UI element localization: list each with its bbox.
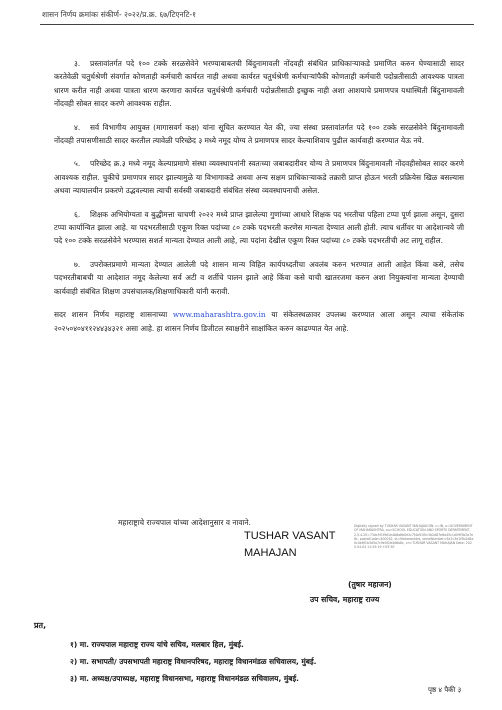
page-header: शासन निर्णय क्रमांकः संकीर्ण- २०२२/प्र.क्र. ६७/टिएनटि-१ (42, 10, 197, 19)
copy-to-label: प्रत, (34, 621, 47, 630)
digital-signature-details: Digitally signed by TUSHAR VASANT MAHAJAN DN: c=IN, o=GOVERNMENT OF MAHARASHTRA, ou=SCHOOL EDUCATION AND SPORTS DEPARTMENT, 2.5.4.20=73dc5f1f9d1e4b8a6b0e2c7f4a91f0c3b2d87e6a45c1d09f3b2a7e8c, postalCode=400032, st=Maharashtra, serialNumber=9a7c3e1f5b2d8a0c4e6f1b3d5a7c9e0f2b4d6a8c, cn=TUSHAR VASANT MAHAJAN Date: 2025.04.04 11:35:19 +05'30' (354, 524, 474, 550)
header-divider (40, 24, 474, 25)
recipient-list (70, 636, 490, 687)
closing-text-start: सदर शासन निर्णय महाराष्ट्र शासनाच्या (54, 310, 173, 320)
paragraph-7 (54, 258, 464, 298)
signatory-name: (तुषार महाजन) (348, 580, 392, 589)
paragraph-number: ६. (74, 209, 81, 219)
paragraph-number: ५. (74, 159, 81, 169)
paragraph-3 (54, 57, 464, 111)
paragraph-text: उपरोक्तप्रमाणे मान्यता देण्यात आलेली पदे शासन मान्य विहित कार्यपध्दतीचा अवलंब करुन भरण्यात आली आहेत किंवा कसे, तसेच पदभरतीबाबची या आदेशात नमूद केलेल्या सर्व अटी व शर्तीचे पालन झाले आहे किंवा कसे याची खातरजमा करुन अशा नियुक्त्यांना मान्यता देण्याची कार्यवाही संबंधित शिक्षण उपसंचालक/शिक्षणाधिकारी यांनी करावी. (54, 259, 464, 296)
page-number: पृष्ठ ४ पैकी ३ (428, 686, 462, 694)
paragraph-text: सर्व विभागीय आयुक्त (मागासवर्ग कक्ष) यांना सूचित करण्यात येत की, ज्या संस्था प्रस्तावांतर्गत पदे १०० टक्के सरळसेवेने बिंदुनामावली नोंदवही तपासणीसाठी सादर करतील त्यावेळी परिच्छेद ३ मध्ये नमूद योग्य ते प्रमाणपत्र सादर केल्याशिवाय पुढील कार्यवाही करण्यात येऊ नये. (54, 122, 464, 146)
recipient-item: १) मा. राज्यपाल महाराष्ट्र राज्य यांचे सचिव, मलबार हिल, मुंबई. (70, 640, 244, 649)
signature-name-line2: MAHAJAN (244, 547, 297, 559)
paragraph-text: शिक्षक अभियोग्यता व बुद्धीमत्ता चाचणी २०२२ मध्ये प्राप्त झालेल्या गुणांच्या आधारे शिक्षक पद भरतीचा पहिला टप्पा पूर्ण झाला असून, दुसरा टप्पा कार्यान्वित झाला आहे. या पदभरतीसाठी एकूण रिक्त पदांच्या ८० टक्के पदभरती करणेस मान्यता देण्यात आली होती. त्याच धर्तीवर या आदेशान्वये जी पदे १०० टक्के सरळसेवेने भरण्यास सशर्त मान्यता देण्यात आली आहे, त्या पदांना देखील एकूण रिक्त पदांच्या ८० टक्के पदभरतीची अट लागू राहील. (54, 209, 464, 246)
digital-signature-name (244, 528, 335, 562)
closing-paragraph (54, 308, 464, 335)
paragraph-number: ४. (74, 122, 81, 132)
document-body (54, 57, 464, 345)
paragraph-number: ७. (74, 259, 81, 269)
website-link[interactable]: www.maharashtra.gov.in (172, 310, 266, 320)
paragraph-text: परिच्छेद क्र.३ मध्ये नमूद केल्याप्रमाणे संस्था व्यवस्थापनांनी स्वतःच्या जबाबदारीवर योग्य ते प्रमाणपत्र बिंदुनामावली नोंदवहीसोबत सादर करणे आवश्यक राहील. चुकीचे प्रमाणपत्र सादर झाल्यामुळे या विभागाकडे अथवा अन्य सक्षम प्राधिकाऱ्याकडे तक्रारी प्राप्त होऊन भरती प्रक्रियेस खिळ बसल्यास अथवा न्यायालयीन प्रकरणे उद्भवल्यास त्याची सर्वस्वी जबाबदारी संबंधित संस्था व्यवस्थापनाची असेल. (54, 159, 464, 196)
recipient-item: २) मा. सभापती/ उपसभापती महाराष्ट्र विधानपरिषद, महाराष्ट्र विधानमंडळ सचिवालय, मुंबई. (70, 657, 317, 666)
paragraph-text: प्रस्तावांतर्गत पदे १०० टक्के सरळसेवेने भरण्याबाबतची बिंदुनामावली नोंदवही संबंधित प्राधिकाऱ्याकडे प्रमाणित करुन घेण्यासाठी सादर करतेवेळी चतुर्थश्रेणी संवर्गात कोणताही कर्मचारी कार्यरत नाही अथवा कार्यरत चतुर्थश्रेणी कर्मचाऱ्यांपैकी कोणताही कर्मचारी पदोन्नतीसाठी आवश्यक पात्रता धारण करीत नाही अथवा पात्रता धारण करणारा कार्यरत चतुर्थश्रेणी कर्मचारी पदोन्नतीसाठी इच्छुक नाही अशा आशयाचे प्रमाणपत्र यथास्थिती बिंदुनामावली नोंदवही सोबत सादर करणे आवश्यक राहील. (54, 59, 464, 109)
closing-text-end: या संकेतस्थळावर उपलब्ध करण्यात आला असून त्याचा संकेतांक २०२५०४०४११२४४३४३२१ असा आहे. हा शासन निर्णय डिजीटल स्वाक्षरीने साक्षांकित करुन काढण्यात येत आहे. (54, 310, 465, 333)
paragraph-5 (54, 157, 464, 197)
order-statement: महाराष्ट्राचे राज्यपाल यांच्या आदेशानुसार व नावाने. (118, 518, 251, 527)
paragraph-number: ३. (74, 59, 81, 68)
paragraph-4 (54, 121, 464, 148)
signature-name-line1: TUSHAR VASANT (244, 530, 336, 542)
recipient-item: ३) मा. अध्यक्ष/उपाध्यक्ष, महाराष्ट्र विधानसभा, महाराष्ट्र विधानमंडळ सचिवालय, मुंबई. (70, 674, 299, 683)
paragraph-6 (54, 208, 464, 248)
signatory-designation: उप सचिव, महाराष्ट्र राज्य (310, 595, 380, 604)
